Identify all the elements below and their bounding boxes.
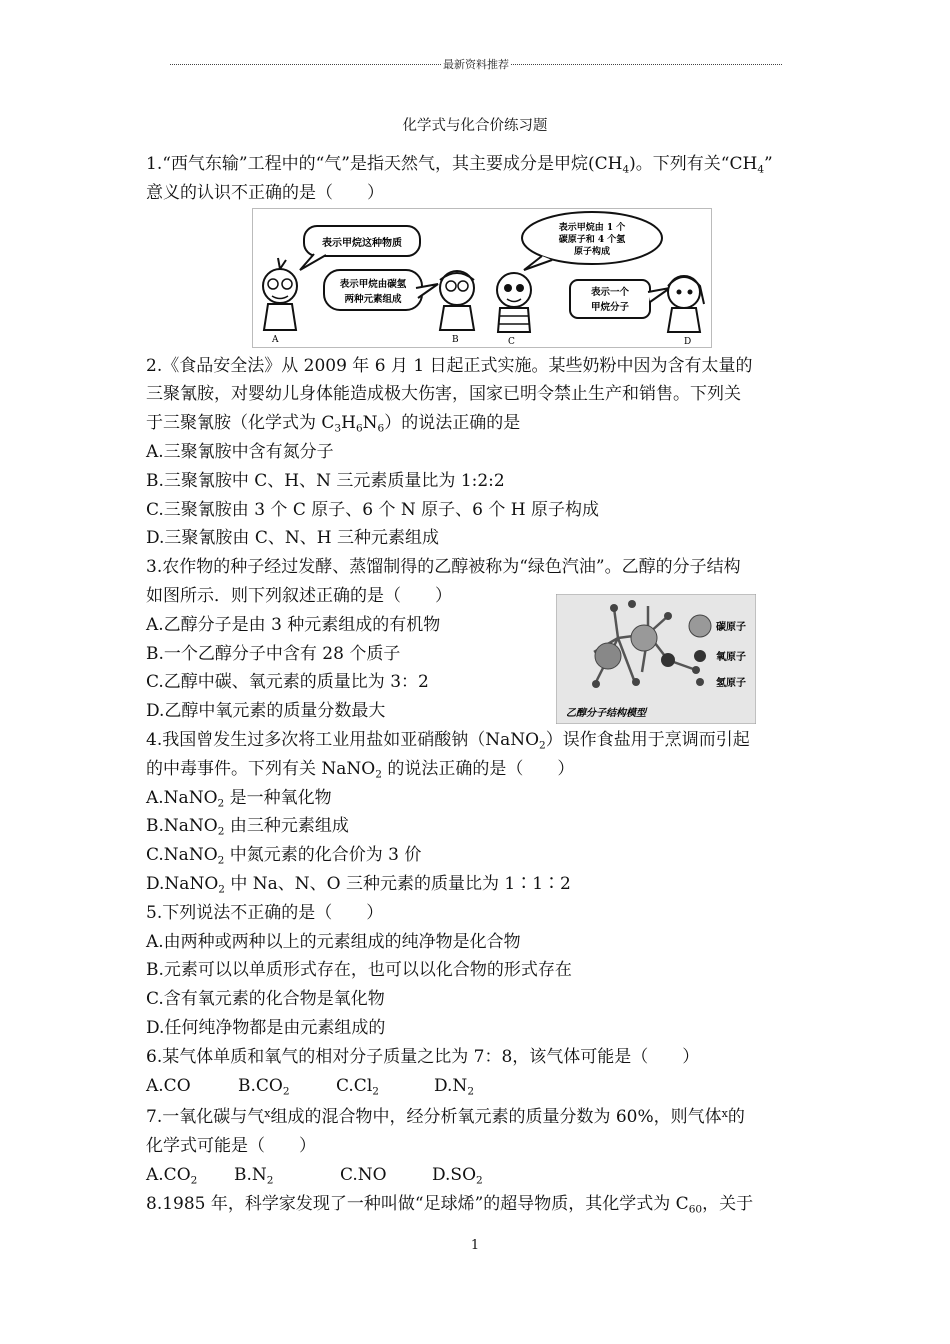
- q5-option-d: D.任何纯净物都是由元素组成的: [146, 1017, 386, 1038]
- q6-line1: 6.某气体单质和氧气的相对分子质量之比为 7：8，该气体可能是（ ）: [146, 1046, 700, 1067]
- document-body: [146, 150, 812, 1219]
- q3-option-d: D.乙醇中氧元素的质量分数最大: [146, 701, 386, 722]
- bubble-b-text2: 两种元素组成: [344, 293, 402, 305]
- page-number: 1: [470, 1238, 480, 1253]
- q4-line1: 4.我国曾发生过多次将工业用盐如亚硝酸钠（NaNO$_2$）误作食盐用于烹调而引起: [146, 729, 750, 752]
- label-b: B: [452, 334, 459, 345]
- q4-option-d: D.NaNO$_2$ 中 Na、N、O 三种元素的质量比为 1∶1∶2: [146, 873, 571, 896]
- q6-option-a: A.CO: [146, 1075, 191, 1096]
- q2-option-c: C.三聚氰胺由 3 个 C 原子、6 个 N 原子、6 个 H 原子构成: [146, 499, 599, 520]
- label-c: C: [508, 336, 515, 347]
- bubble-a-text: 表示甲烷这种物质: [322, 237, 402, 249]
- legend-oxygen: 氧原子: [716, 651, 746, 663]
- q1-line2: 意义的认识不正确的是（ ）: [146, 182, 384, 203]
- methane-cartoon-figure: [252, 208, 712, 348]
- q6-option-d: $D.N_2$: [434, 1075, 475, 1098]
- bubble-b-text1: 表示甲烷由碳氢: [339, 278, 407, 290]
- q7-option-d: $D.SO_2$: [432, 1164, 483, 1187]
- q4-option-a: A.NaNO$_2$ 是一种氧化物: [146, 787, 332, 810]
- figure-caption: 乙醇分子结构模型: [566, 707, 646, 719]
- bubble-d-text2: 甲烷分子: [590, 301, 630, 313]
- q6-option-b: $B.CO_2$: [238, 1075, 290, 1098]
- bubble-d-text1: 表示一个: [590, 286, 630, 298]
- q2-line1: 2.《食品安全法》从 2009 年 6 月 1 日起正式实施。某些奶粉中因为含有太量的: [146, 355, 753, 376]
- q7-line1: 7.一氧化碳与气$^x$组成的混合物中，经分析氧元素的质量分数为 60%，则气体$^x$的: [146, 1107, 745, 1128]
- q6-option-c: $C.Cl_2$: [336, 1075, 379, 1098]
- legend-hydrogen: 氢原子: [716, 677, 746, 689]
- bubble-c-text2: 碳原子和 4 个氢: [558, 234, 626, 245]
- q4-option-b: B.NaNO$_2$ 由三种元素组成: [146, 816, 349, 839]
- q3-option-a: A.乙醇分子是由 3 种元素组成的有机物: [146, 614, 441, 635]
- legend-carbon: 碳原子: [716, 621, 746, 633]
- q3-line1: 3.农作物的种子经过发酵、蒸馏制得的乙醇被称为“绿色汽油”。乙醇的分子结构: [146, 557, 741, 578]
- label-d: D: [684, 336, 692, 347]
- q6-options: [146, 1072, 812, 1101]
- q2-option-b: B.三聚氰胺中 C、H、N 三元素质量比为 1:2:2: [146, 470, 505, 491]
- header-dots-left: [170, 64, 441, 65]
- q5-option-a: A.由两种或两种以上的元素组成的纯净物是化合物: [146, 931, 521, 952]
- q2-line2: 三聚氰胺，对婴幼儿身体能造成极大伤害，国家已明令禁止生产和销售。下列关: [146, 384, 741, 405]
- q7-option-c: C.NO: [340, 1164, 387, 1185]
- header-text: 最新资料推荐: [443, 58, 509, 71]
- q2-option-d: D.三聚氰胺由 C、N、H 三种元素组成: [146, 528, 439, 549]
- ethanol-molecule-figure: [556, 594, 756, 724]
- q2-line3: 于三聚氰胺（化学式为 $C_3H_6N_6$）的说法正确的是: [146, 413, 521, 435]
- q3-block: [146, 582, 812, 726]
- q3-line2: 如图所示．则下列叙述正确的是（ ）: [146, 585, 452, 606]
- q4-line2: 的中毒事件。下列有关 NaNO$_2$ 的说法正确的是（ ）: [146, 758, 575, 781]
- q1-line1: 1.“西气东输”工程中的“气”是指天然气，其主要成分是甲烷$(CH_4)$。下列有关“$CH_4$”: [146, 154, 773, 176]
- q7-option-b: $B.N_2$: [234, 1164, 274, 1187]
- q7-line2: 化学式可能是（ ）: [146, 1136, 316, 1157]
- q5-line1: 5.下列说法不正确的是（ ）: [146, 902, 384, 923]
- q8-line1: 8.1985 年，科学家发现了一种叫做“足球烯”的超导物质，其化学式为 $C_{60}$，关于: [146, 1193, 754, 1216]
- q3-option-c: C.乙醇中碳、氧元素的质量比为 3：2: [146, 672, 429, 693]
- bubble-c-text3: 原子构成: [573, 246, 611, 257]
- q3-option-b: B.一个乙醇分子中含有 28 个质子: [146, 643, 401, 664]
- bubble-c-text1: 表示甲烷由 1 个: [558, 222, 626, 233]
- page-header: [170, 56, 782, 72]
- q7-option-a: $A.CO_2$: [146, 1164, 198, 1187]
- label-a: A: [272, 334, 279, 345]
- q2-option-a: A.三聚氰胺中含有氮分子: [146, 441, 334, 462]
- header-dots-right: [511, 64, 782, 65]
- document-title: 化学式与化合价练习题: [402, 118, 548, 134]
- q7-options: [146, 1161, 812, 1190]
- character-c-icon: [497, 273, 531, 332]
- q4-option-c: C.NaNO$_2$ 中氮元素的化合价为 3 价: [146, 845, 422, 867]
- character-b-icon: [440, 271, 474, 330]
- q5-option-c: C.含有氧元素的化合物是氧化物: [146, 989, 385, 1010]
- q5-option-b: B.元素可以以单质形式存在，也可以以化合物的形式存在: [146, 960, 572, 981]
